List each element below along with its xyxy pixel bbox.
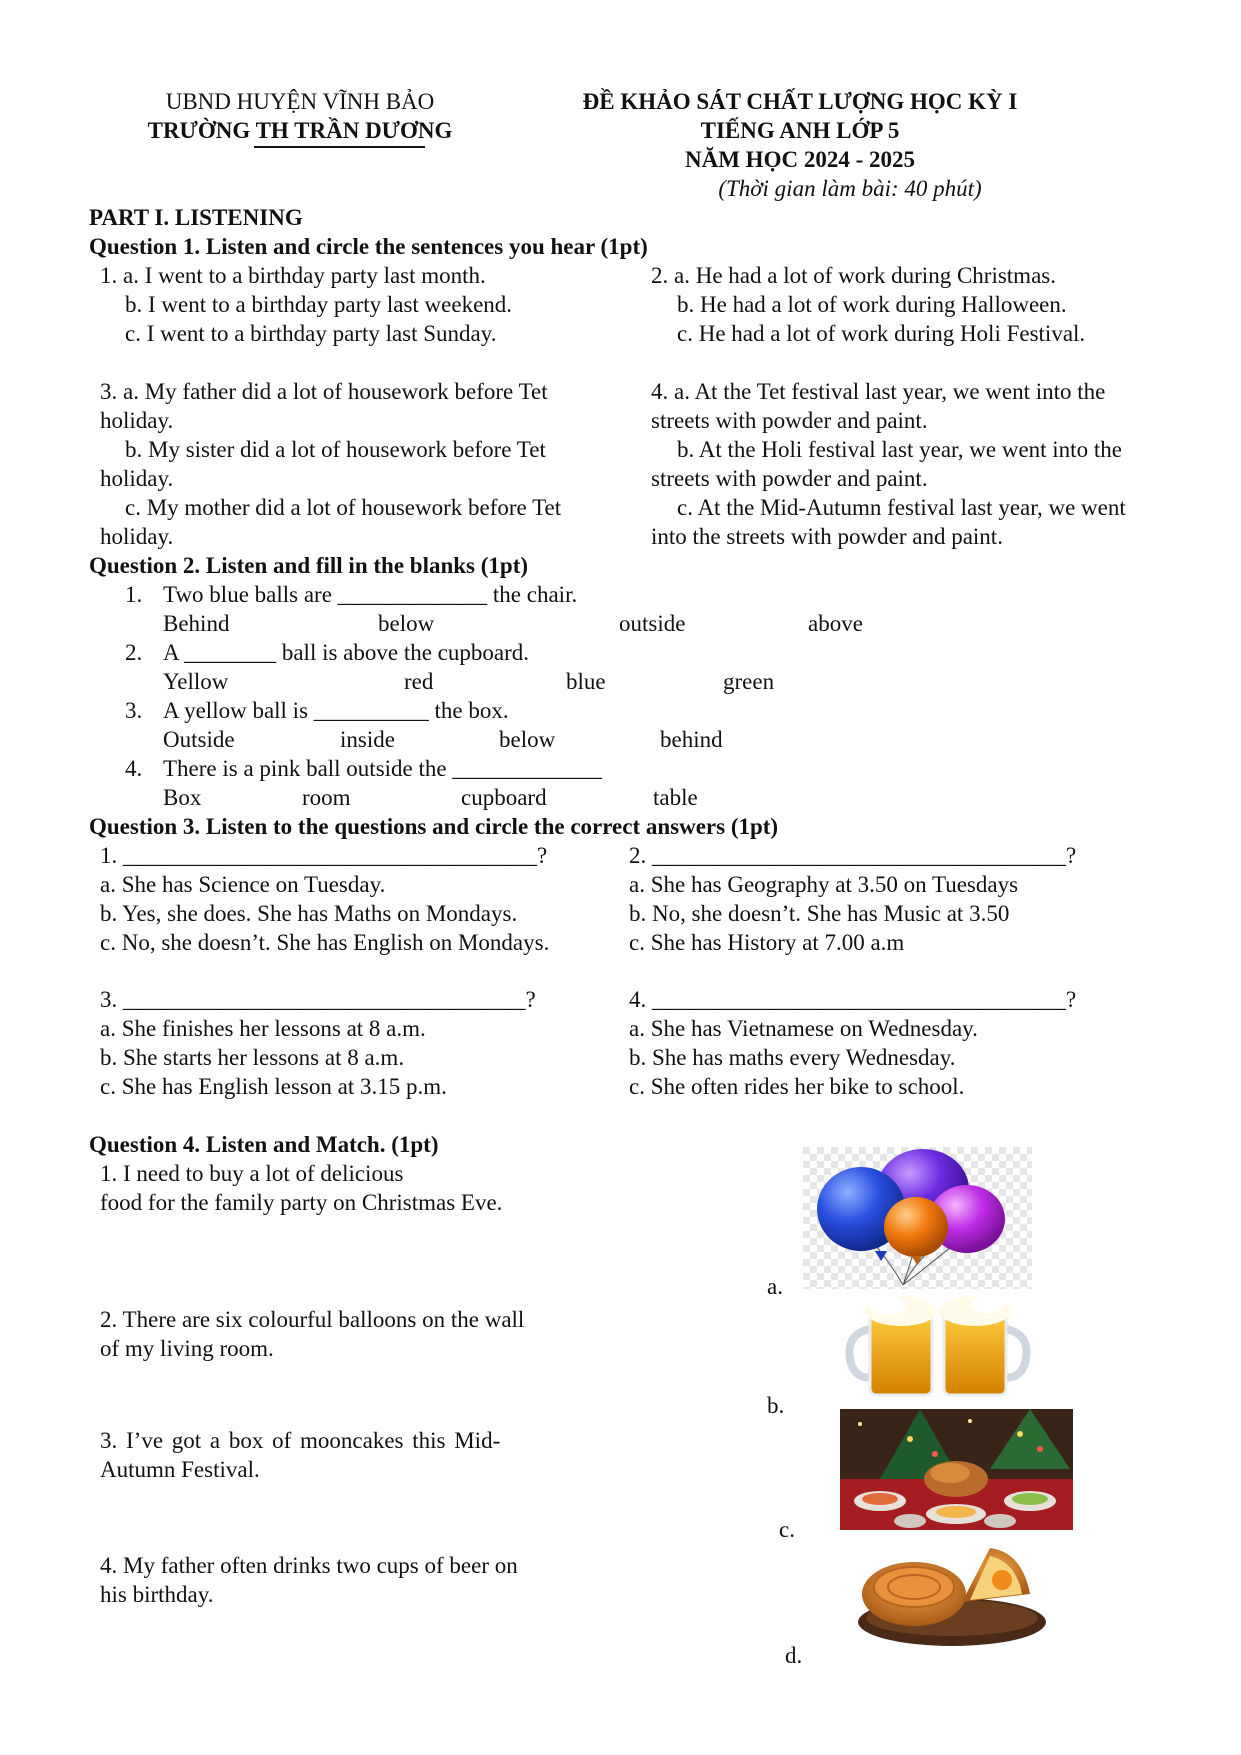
q3-item2-prompt: 2. ____________________________________?	[629, 843, 1077, 868]
q1-item3-b: b. My sister did a lot of housework before Tet	[125, 437, 546, 462]
q2-item3-num: 3.	[125, 698, 143, 723]
q2-item4-option: table	[653, 785, 698, 810]
q2-item3-sentence: A yellow ball is __________ the box.	[163, 698, 509, 723]
q2-item1-num: 1.	[125, 582, 143, 607]
q2-item4-num: 4.	[125, 756, 143, 781]
q2-item1-option: above	[808, 611, 863, 636]
question-4-title: Question 4. Listen and Match. (1pt)	[89, 1132, 439, 1157]
q4-sentence-1: 1. I need to buy a lot of delicious	[100, 1161, 404, 1186]
q2-item2-num: 2.	[125, 640, 143, 665]
q4-sentence-4-cont: his birthday.	[100, 1582, 214, 1607]
q1-item4-c-cont: into the streets with powder and paint.	[651, 524, 1003, 549]
q4-image-label-c: c.	[779, 1517, 795, 1542]
q3-item2-answer-c: c. She has History at 7.00 a.m	[629, 930, 905, 955]
q1-item1-b: b. I went to a birthday party last weekend.	[125, 292, 513, 317]
q2-item2-option: Yellow	[163, 669, 229, 694]
q3-item1-answer-b: b. Yes, she does. She has Maths on Mondays.	[100, 901, 518, 926]
mooncakes-icon	[852, 1532, 1047, 1649]
q4-sentence-2-cont: of my living room.	[100, 1336, 274, 1361]
exam-title: ĐỀ KHẢO SÁT CHẤT LƯỢNG HỌC KỲ I	[582, 89, 1018, 114]
q4-sentence-3-cont: Autumn Festival.	[100, 1457, 260, 1482]
q3-item4-answer-b: b. She has maths every Wednesday.	[629, 1045, 956, 1070]
q2-item3-option: inside	[340, 727, 395, 752]
q2-item4-option: cupboard	[461, 785, 547, 810]
christmas-feast-icon	[840, 1409, 1073, 1530]
q3-item2-answer-b: b. No, she doesn’t. She has Music at 3.50	[629, 901, 1010, 926]
q1-item4-a: 4. a. At the Tet festival last year, we went into the	[651, 379, 1106, 404]
q4-sentence-3: 3. I’ve got a box of mooncakes this Mid-	[100, 1428, 501, 1453]
q2-item1-option: below	[378, 611, 435, 636]
q1-item2-c: c. He had a lot of work during Holi Festival.	[677, 321, 1086, 346]
q1-item1-c: c. I went to a birthday party last Sunday.	[125, 321, 497, 346]
q3-item4-answer-c: c. She often rides her bike to school.	[629, 1074, 965, 1099]
school-year: NĂM HỌC 2024 - 2025	[685, 147, 915, 172]
q3-item4-answer-a: a. She has Vietnamese on Wednesday.	[629, 1016, 978, 1041]
q2-item2-option: blue	[566, 669, 606, 694]
question-1-title: Question 1. Listen and circle the sentences you hear (1pt)	[89, 234, 648, 259]
q4-image-label-d: d.	[785, 1643, 803, 1668]
q4-image-label-a: a.	[767, 1274, 783, 1299]
q1-item4-b: b. At the Holi festival last year, we went into the	[677, 437, 1122, 462]
q2-item3-option: behind	[660, 727, 723, 752]
q3-item3-answer-b: b. She starts her lessons at 8 a.m.	[100, 1045, 405, 1070]
q1-item2-b: b. He had a lot of work during Halloween.	[677, 292, 1067, 317]
q1-item2-a: 2. a. He had a lot of work during Christmas.	[651, 263, 1056, 288]
school-underline	[254, 146, 425, 148]
q1-item3-c-cont: holiday.	[100, 524, 174, 549]
q2-item4-option: Box	[163, 785, 202, 810]
question-2-title: Question 2. Listen and fill in the blanks (1pt)	[89, 553, 529, 578]
subject-title: TIẾNG ANH LỚP 5	[700, 118, 900, 143]
question-3-title: Question 3. Listen to the questions and circle the correct answers (1pt)	[89, 814, 779, 839]
q2-item1-option: Behind	[163, 611, 230, 636]
beer-mugs-icon	[840, 1289, 1032, 1401]
district-name: UBND HUYỆN VĨNH BẢO	[165, 89, 435, 114]
exam-time: (Thời gian làm bài: 40 phút)	[718, 176, 982, 201]
q2-item2-sentence: A ________ ball is above the cupboard.	[163, 640, 530, 665]
q2-item4-sentence: There is a pink ball outside the _____________	[163, 756, 602, 781]
q4-sentence-1-cont: food for the family party on Christmas Eve.	[100, 1190, 503, 1215]
q2-item3-option: Outside	[163, 727, 235, 752]
q3-item3-answer-c: c. She has English lesson at 3.15 p.m.	[100, 1074, 447, 1099]
q3-item1-prompt: 1. ____________________________________?	[100, 843, 548, 868]
q3-item1-answer-c: c. No, she doesn’t. She has English on Mondays.	[100, 930, 550, 955]
q3-item1-answer-a: a. She has Science on Tuesday.	[100, 872, 386, 897]
q1-item4-c: c. At the Mid-Autumn festival last year, we went	[677, 495, 1126, 520]
q1-item3-b-cont: holiday.	[100, 466, 174, 491]
q1-item3-c: c. My mother did a lot of housework before Tet	[125, 495, 562, 520]
q4-sentence-2: 2. There are six colourful balloons on the wall	[100, 1307, 525, 1332]
q2-item2-option: green	[723, 669, 775, 694]
q1-item1-a: 1. a. I went to a birthday party last month.	[100, 263, 486, 288]
q3-item4-prompt: 4. ____________________________________?	[629, 987, 1077, 1012]
q1-item4-a-cont: streets with powder and paint.	[651, 408, 928, 433]
q4-image-label-b: b.	[767, 1393, 785, 1418]
q2-item1-option: outside	[619, 611, 686, 636]
q1-item3-a-cont: holiday.	[100, 408, 174, 433]
q2-item4-option: room	[302, 785, 351, 810]
q3-item3-answer-a: a. She finishes her lessons at 8 a.m.	[100, 1016, 426, 1041]
balloons-icon	[803, 1147, 1032, 1289]
q2-item3-option: below	[499, 727, 556, 752]
q4-sentence-4: 4. My father often drinks two cups of beer on	[100, 1553, 518, 1578]
q3-item2-answer-a: a. She has Geography at 3.50 on Tuesdays	[629, 872, 1019, 897]
part-title: PART I. LISTENING	[89, 205, 303, 230]
q1-item4-b-cont: streets with powder and paint.	[651, 466, 928, 491]
q3-item3-prompt: 3. ___________________________________?	[100, 987, 536, 1012]
school-name: TRƯỜNG TH TRẦN DƯƠNG	[147, 118, 453, 143]
q2-item1-sentence: Two blue balls are _____________ the chair.	[163, 582, 578, 607]
q2-item2-option: red	[404, 669, 434, 694]
q1-item3-a: 3. a. My father did a lot of housework before Tet	[100, 379, 548, 404]
